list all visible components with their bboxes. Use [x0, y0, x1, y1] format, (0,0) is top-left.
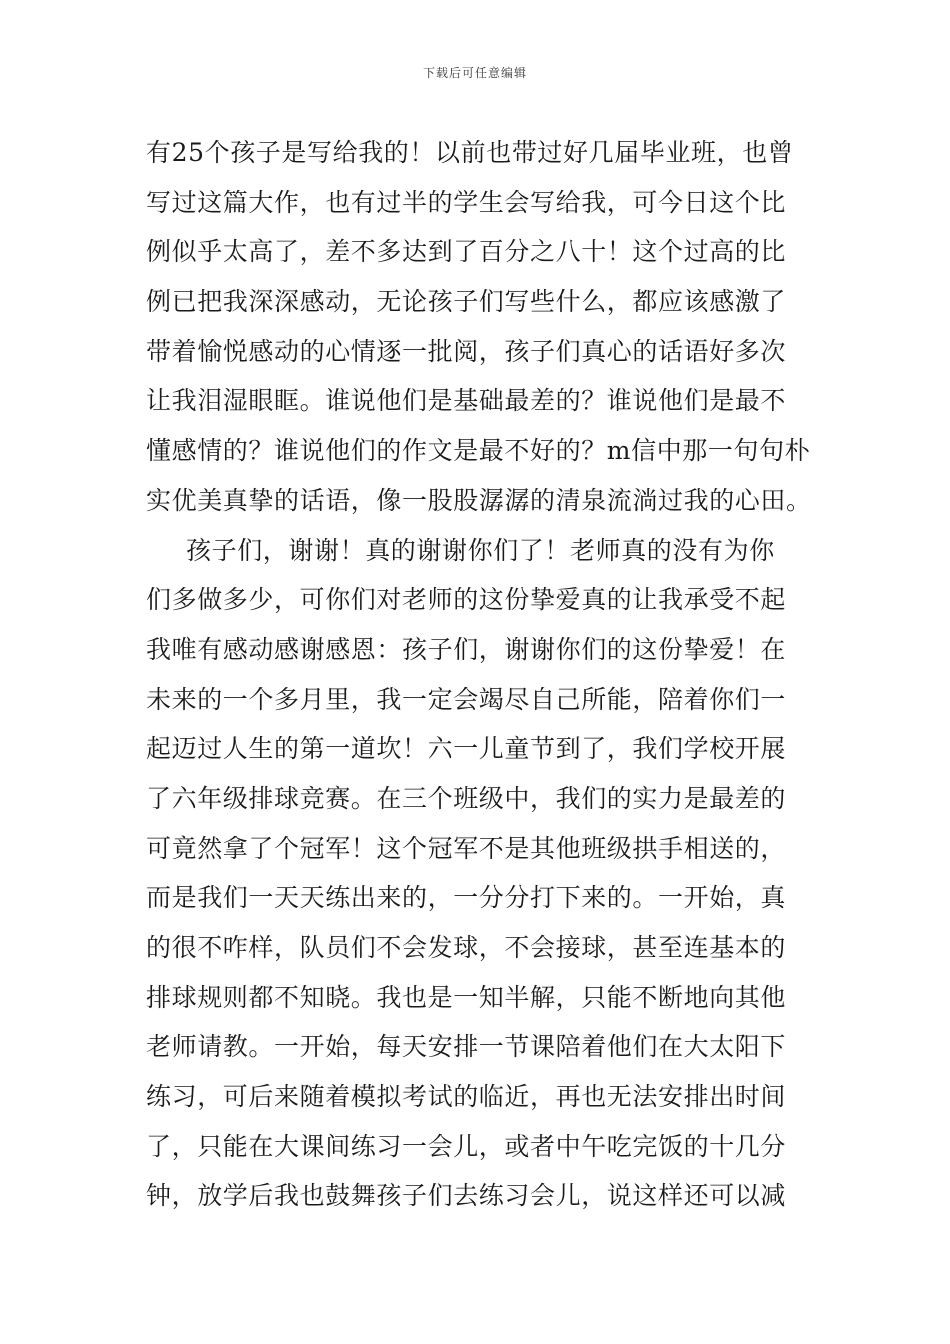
text-line: 懂感情的？谁说他们的作文是最不好的？m信中那一句句朴	[146, 436, 811, 466]
text-line: 可竟然拿了个冠军！这个冠军不是其他班级拱手相送的，	[146, 833, 787, 863]
text-line: 例似乎太高了，差不多达到了百分之八十！这个过高的比	[146, 237, 787, 267]
text-line: 老师请教。一开始，每天安排一节课陪着他们在大太阳下	[146, 1032, 787, 1062]
text-line: 带着愉悦感动的心情逐一批阅，孩子们真心的话语好多次	[146, 336, 787, 366]
text-line: 未来的一个多月里，我一定会竭尽自己所能，陪着你们一	[146, 684, 787, 714]
page-header: 下载后可任意编辑	[422, 66, 527, 80]
text-line: 让我泪湿眼眶。谁说他们是基础最差的？谁说他们是最不	[146, 386, 787, 416]
text-line: 的很不咋样，队员们不会发球，不会接球，甚至连基本的	[146, 933, 787, 962]
text-line: 起迈过人生的第一道坎！六一儿童节到了，我们学校开展	[146, 734, 787, 764]
paragraph-start-line: 孩子们，谢谢！真的谢谢你们了！老师真的没有为你	[186, 535, 775, 565]
text-line: 了六年级排球竞赛。在三个班级中，我们的实力是最差的	[146, 783, 787, 813]
text-line: 例已把我深深感动，无论孩子们写些什么，都应该感激了	[146, 287, 787, 317]
text-line: 排球规则都不知晓。我也是一知半解，只能不断地向其他	[146, 982, 787, 1012]
text-line: 而是我们一天天练出来的，一分分打下来的。一开始，真	[146, 883, 787, 913]
text-line: 们多做多少，可你们对老师的这份挚爱真的让我承受不起	[146, 585, 787, 615]
text-line: 有25个孩子是写给我的！以前也带过好几届毕业班，也曾	[146, 138, 794, 167]
body-text	[146, 128, 814, 1221]
text-line: 我唯有感动感谢感恩：孩子们，谢谢你们的这份挚爱！在	[146, 634, 787, 664]
text-line: 练习，可后来随着模拟考试的临近，再也无法安排出时间	[146, 1082, 787, 1112]
text-line: 实优美真挚的话语，像一股股潺潺的清泉流淌过我的心田。	[146, 485, 812, 515]
text-line: 写过这篇大作，也有过半的学生会写给我，可今日这个比	[146, 187, 787, 217]
text-line: 了，只能在大课间练习一会儿，或者中午吃完饭的十几分	[146, 1131, 787, 1161]
text-line: 钟，放学后我也鼓舞孩子们去练习会儿，说这样还可以减	[146, 1181, 787, 1211]
